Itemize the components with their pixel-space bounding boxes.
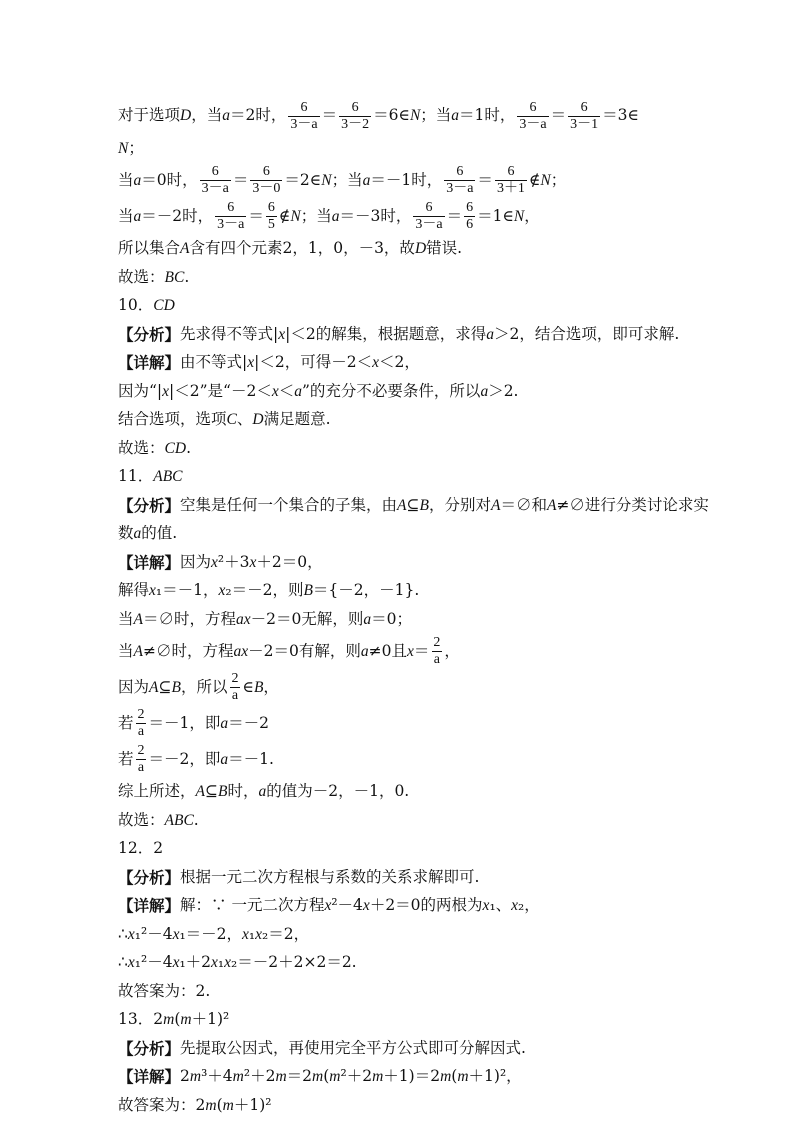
math-variable: x: [242, 925, 249, 943]
text-segment: 当: [118, 170, 134, 189]
math-variable: N: [321, 171, 332, 189]
text-line: [118, 742, 678, 778]
text-segment: 数: [118, 524, 134, 542]
math-variable: x: [211, 553, 218, 571]
math-variable: a: [363, 610, 372, 628]
text-segment: (: [323, 1067, 330, 1085]
text-line: [118, 1063, 678, 1092]
text-segment: ＝∅时，方程: [142, 609, 236, 628]
math-variable: x: [271, 382, 279, 400]
text-segment: ＜2，: [378, 353, 420, 371]
math-variable: N: [118, 139, 129, 157]
numerator: 6: [466, 200, 474, 215]
math-variable: m: [457, 1068, 469, 1085]
math-variable: D: [180, 107, 192, 125]
fraction: [517, 101, 548, 132]
fraction: [495, 165, 527, 196]
math-variable: D: [252, 411, 264, 428]
denominator: 5: [267, 217, 275, 232]
text-segment: ＝1时，: [459, 106, 516, 125]
text-segment: ₁: [248, 924, 256, 943]
text-segment: 含有四个元素2，1，0，－3，故: [189, 239, 415, 257]
text-line: [118, 605, 678, 634]
numerator: 6: [267, 200, 275, 215]
text-segment: ＝－1.: [228, 749, 274, 768]
numerator: 2: [137, 707, 145, 722]
text-segment: ₁＝－1，: [155, 581, 219, 599]
text-segment: ₂＝－2，则: [225, 581, 304, 599]
fraction: [229, 672, 240, 703]
text-segment: 12．: [118, 839, 154, 857]
text-segment: 2: [153, 839, 164, 857]
text-segment: |＜2，可得－2＜: [254, 353, 373, 371]
section-tag: 【分析】: [118, 324, 181, 344]
math-variable: A: [133, 610, 143, 628]
text-segment: 故选：: [118, 267, 165, 286]
text-segment: 13．: [118, 1010, 154, 1028]
math-variable: x: [255, 925, 263, 943]
text-segment: 结合选项，选项: [118, 410, 227, 428]
text-segment: 故答案为：2.: [118, 981, 211, 1000]
text-segment: ∈: [242, 677, 254, 696]
numerator: 6: [507, 164, 515, 179]
fraction: [288, 101, 319, 132]
math-variable: x: [211, 954, 218, 971]
fraction: [215, 201, 246, 232]
math-variable: x: [406, 642, 414, 660]
text-line: [118, 134, 678, 163]
section-tag: 【详解】: [118, 896, 181, 915]
text-segment: ＝0时，: [141, 170, 198, 189]
fraction: [266, 201, 277, 232]
text-segment: 、: [236, 410, 253, 428]
math-variable: B: [253, 678, 264, 696]
text-segment: ∴: [118, 953, 128, 971]
math-variable: N: [540, 171, 551, 189]
text-segment: ∉: [528, 170, 541, 189]
text-segment: ₂＝2，: [262, 924, 310, 943]
math-variable: m: [222, 1096, 234, 1114]
text-segment: －2＝0无解，则: [250, 609, 364, 628]
math-variable: BC: [164, 268, 185, 286]
math-variable: a: [258, 783, 267, 800]
text-line: [118, 463, 678, 492]
math-variable: m: [275, 1068, 287, 1085]
text-line: [118, 949, 678, 978]
text-segment: ＜: [278, 381, 295, 400]
text-segment: 故选：: [118, 810, 165, 829]
text-segment: 因为: [118, 677, 150, 696]
section-tag: 【详解】: [118, 1067, 181, 1086]
text-segment: 先求得不等式|: [180, 324, 279, 343]
text-segment: ＋1)＝2: [383, 1067, 441, 1085]
text-segment: ＝1∈: [477, 206, 514, 225]
text-segment: ，: [444, 641, 460, 660]
text-line: [118, 706, 678, 742]
text-segment: ；当: [331, 170, 363, 189]
text-segment: ＝: [550, 106, 567, 125]
text-line: [118, 377, 678, 406]
text-line: [118, 1006, 678, 1035]
math-variable: A: [180, 240, 190, 257]
text-segment: ²－4: [331, 896, 363, 914]
text-segment: ₁＋2: [179, 953, 212, 971]
text-segment: |＜2”是“－2＜: [169, 381, 272, 400]
text-segment: ＋2＝0的两根为: [369, 896, 483, 914]
text-segment: ；: [550, 170, 567, 189]
text-segment: ＝0；: [371, 609, 412, 628]
text-line: [118, 548, 678, 577]
text-line: [118, 292, 678, 321]
text-segment: ⊆: [406, 495, 420, 514]
text-segment: 11．: [118, 467, 154, 485]
text-segment: 根据一元二次方程根与系数的关系求解即可.: [180, 867, 480, 886]
text-segment: 2: [153, 1010, 164, 1028]
denominator: 3－a: [446, 181, 474, 196]
text-segment: (: [216, 1095, 223, 1114]
text-segment: ＝: [248, 206, 264, 225]
math-variable: ABC: [153, 468, 183, 485]
math-variable: a: [133, 525, 142, 542]
math-variable: N: [409, 107, 421, 125]
denominator: a: [137, 724, 145, 739]
math-variable: m: [163, 1011, 175, 1028]
text-segment: 当: [118, 609, 134, 628]
text-line: [118, 520, 678, 549]
math-variable: a: [222, 107, 230, 125]
text-segment: 时，: [227, 782, 259, 800]
text-segment: －2＝0有解，则: [248, 641, 361, 660]
text-segment: ₁＝－2，: [179, 924, 243, 943]
text-line: [118, 406, 678, 435]
text-segment: ＞2，结合选项，即可求解.: [493, 324, 680, 343]
math-variable: a: [294, 382, 302, 400]
text-line: [118, 163, 678, 199]
text-segment: ＝－3时，: [339, 206, 412, 225]
text-segment: 若: [118, 713, 134, 732]
text-segment: 所以集合: [118, 239, 181, 257]
text-segment: ＝: [232, 170, 249, 189]
math-variable: x: [172, 954, 180, 971]
numerator: 6: [227, 200, 235, 215]
text-segment: ⊆: [204, 782, 218, 800]
text-segment: ＝－1，即: [148, 713, 221, 732]
text-segment: ，分别对: [428, 495, 491, 514]
text-line: [118, 920, 678, 949]
math-variable: A: [546, 496, 557, 514]
text-segment: 综上所述，: [118, 782, 196, 800]
text-segment: ＋1)²: [233, 1095, 272, 1114]
text-segment: 故答案为：2: [118, 1095, 206, 1114]
text-segment: 10．: [118, 296, 154, 314]
fraction: [339, 101, 371, 132]
math-variable: A: [490, 496, 501, 514]
math-variable: ax: [233, 642, 249, 660]
math-variable: CD: [153, 297, 175, 314]
text-line: [118, 98, 678, 134]
text-segment: 错误.: [426, 239, 463, 257]
text-line: [118, 199, 678, 235]
fraction: [464, 201, 475, 232]
text-segment: 当: [118, 206, 134, 225]
math-variable: B: [303, 582, 313, 599]
math-variable: x: [324, 897, 332, 914]
text-line: [118, 977, 678, 1006]
text-line: [118, 349, 678, 378]
text-line: [118, 1034, 678, 1063]
text-segment: 由不等式|: [180, 353, 248, 371]
denominator: a: [137, 760, 145, 775]
math-variable: a: [220, 714, 229, 732]
math-variable: A: [195, 783, 205, 800]
math-variable: x: [224, 954, 232, 971]
math-variable: B: [419, 496, 429, 514]
text-segment: 解得: [118, 581, 150, 599]
denominator: a: [433, 652, 440, 667]
denominator: 3－a: [519, 116, 547, 132]
text-segment: ＝: [321, 106, 338, 125]
text-segment: ₁²－4: [134, 924, 173, 943]
numerator: 6: [425, 200, 433, 215]
math-variable: a: [362, 171, 371, 189]
denominator: a: [231, 688, 239, 703]
text-segment: ；当: [300, 206, 332, 225]
text-segment: 对于选项: [118, 106, 181, 125]
math-variable: a: [360, 642, 369, 660]
math-variable: C: [226, 411, 237, 428]
text-segment: 满足题意.: [263, 410, 331, 428]
math-variable: D: [414, 240, 427, 257]
math-variable: a: [451, 107, 460, 125]
math-variable: m: [440, 1068, 452, 1085]
math-variable: a: [486, 325, 494, 343]
text-segment: ，: [263, 677, 279, 696]
math-variable: A: [133, 642, 143, 660]
math-variable: a: [133, 207, 142, 225]
numerator: 6: [456, 164, 464, 179]
section-tag: 【分析】: [118, 1038, 181, 1058]
text-line: [118, 577, 678, 606]
text-segment: ²＋2: [340, 1067, 373, 1085]
math-variable: A: [397, 496, 407, 514]
text-segment: ⊆: [158, 677, 172, 696]
section-tag: 【分析】: [118, 495, 181, 515]
text-segment: ，当: [191, 106, 223, 125]
math-variable: x: [278, 325, 286, 343]
text-segment: |＜2的解集，根据题意，求得: [285, 324, 487, 343]
math-variable: m: [205, 1096, 217, 1114]
denominator: 3－1: [570, 116, 599, 132]
text-segment: ＝－2: [228, 713, 270, 732]
math-variable: m: [372, 1068, 384, 1085]
math-variable: a: [133, 171, 142, 189]
text-line: [118, 634, 678, 670]
denominator: 3＋1: [496, 181, 525, 196]
math-variable: A: [149, 678, 159, 696]
text-segment: ＝3∈: [602, 106, 639, 125]
text-segment: ，所以: [180, 677, 228, 696]
math-variable: a: [480, 382, 489, 400]
fraction: [568, 101, 600, 132]
denominator: 3－a: [415, 217, 443, 232]
text-segment: 2: [180, 1067, 190, 1085]
math-variable: a: [220, 750, 229, 768]
denominator: 6: [466, 217, 474, 232]
text-segment: ²＋3: [217, 552, 250, 571]
text-line: [118, 320, 678, 349]
text-segment: ₂＝－2＋2×2＝2.: [231, 953, 357, 971]
text-line: [118, 263, 678, 292]
math-variable: N: [513, 207, 525, 225]
text-segment: ；: [128, 138, 144, 157]
math-variable: m: [329, 1068, 341, 1085]
math-variable: B: [171, 678, 181, 696]
text-line: [118, 778, 678, 807]
denominator: 3－2: [341, 116, 370, 132]
text-line: [118, 892, 678, 921]
text-segment: ＋1)²，: [468, 1067, 522, 1085]
math-variable: m: [312, 1068, 324, 1085]
text-segment: ；当: [420, 106, 452, 125]
text-segment: 空集是任何一个集合的子集，由: [180, 495, 398, 514]
denominator: 3－a: [201, 181, 229, 196]
fraction: [200, 165, 231, 196]
text-segment: ＞2.: [488, 381, 519, 400]
text-segment: ＝2∈: [284, 170, 322, 189]
text-segment: 的值为－2，－1，0.: [266, 782, 410, 800]
text-line: [118, 491, 709, 520]
numerator: 6: [211, 164, 219, 179]
numerator: 6: [262, 164, 270, 179]
document-body: [118, 98, 709, 1120]
text-segment: ³＋4: [201, 1067, 233, 1085]
text-segment: ∉: [278, 206, 291, 225]
math-variable: x: [372, 354, 379, 371]
text-segment: ＝{－2，－1}.: [312, 581, 420, 599]
text-segment: 先提取公因式，再使用完全平方公式即可分解因式.: [180, 1038, 526, 1057]
text-segment: ，: [524, 206, 540, 225]
text-segment: 故选：: [118, 438, 165, 457]
numerator: 2: [433, 635, 441, 650]
text-segment: ²＋2: [243, 1067, 276, 1085]
math-variable: ax: [236, 610, 251, 628]
denominator: 3－a: [217, 217, 245, 232]
denominator: 3－a: [290, 116, 318, 132]
fraction: [413, 201, 444, 232]
math-variable: ABC: [164, 811, 194, 829]
text-line: [118, 670, 678, 706]
text-segment: ₂，: [518, 896, 540, 914]
math-variable: x: [149, 582, 156, 599]
text-segment: ＝: [446, 206, 463, 225]
text-segment: ＝－2时，: [141, 206, 214, 225]
numerator: 6: [580, 99, 588, 115]
text-segment: 若: [118, 749, 134, 768]
text-segment: ＝: [477, 170, 493, 189]
text-line: [118, 835, 678, 864]
fraction: [250, 165, 282, 196]
text-segment: 的值.: [141, 524, 178, 542]
text-segment: 解：∵ 一元二次方程: [180, 896, 325, 914]
text-segment: (: [451, 1067, 458, 1085]
math-variable: x: [127, 954, 135, 971]
math-variable: N: [290, 207, 301, 225]
text-segment: ”的充分不必要条件，所以: [302, 381, 481, 400]
text-segment: ∴: [118, 924, 128, 943]
fraction: [444, 165, 475, 196]
math-variable: B: [217, 783, 228, 800]
numerator: 6: [529, 99, 537, 115]
text-segment: .: [186, 438, 191, 457]
fraction: [136, 708, 147, 739]
math-variable: x: [362, 897, 370, 914]
text-line: [118, 806, 678, 835]
denominator: 3－0: [252, 181, 281, 196]
text-segment: 因为“|: [118, 381, 163, 400]
math-variable: m: [189, 1068, 202, 1085]
text-segment: ＝2时，: [229, 106, 287, 125]
text-segment: ≠0且: [368, 641, 407, 660]
math-variable: x: [511, 897, 519, 914]
math-variable: x: [127, 925, 135, 943]
math-variable: a: [331, 207, 340, 225]
text-line: [118, 434, 678, 463]
section-tag: 【详解】: [118, 552, 181, 572]
section-tag: 【详解】: [118, 353, 181, 372]
text-line: [118, 235, 678, 264]
math-variable: m: [232, 1068, 244, 1085]
text-segment: ₁: [217, 953, 225, 971]
text-segment: ＝: [413, 641, 430, 660]
text-segment: ≠∅进行分类讨论求实: [556, 495, 709, 514]
numerator: 6: [300, 99, 308, 115]
text-line: [118, 863, 678, 892]
text-segment: ₁²－4: [134, 953, 173, 971]
text-segment: ＝－2，即: [148, 749, 221, 768]
text-segment: ＋2＝0，: [256, 552, 323, 571]
math-variable: CD: [164, 439, 187, 457]
numerator: 2: [137, 743, 145, 758]
text-segment: ＋1)²: [191, 1010, 230, 1028]
math-variable: x: [249, 553, 257, 571]
text-segment: ＝6∈: [373, 106, 410, 125]
text-segment: 当: [118, 641, 134, 660]
math-variable: m: [180, 1011, 192, 1028]
math-variable: x: [482, 897, 490, 914]
math-variable: x: [247, 354, 255, 371]
text-segment: ＝－1时，: [370, 170, 443, 189]
text-segment: 因为: [180, 552, 212, 571]
section-tag: 【分析】: [118, 867, 181, 887]
math-variable: x: [162, 382, 170, 400]
text-segment: ₁、: [489, 896, 512, 914]
numerator: 6: [351, 99, 359, 115]
text-segment: (: [174, 1010, 181, 1028]
text-segment: ＝∅和: [500, 495, 547, 514]
math-variable: x: [172, 925, 180, 943]
fraction: [431, 636, 442, 667]
fraction: [136, 744, 147, 775]
text-segment: .: [184, 267, 190, 286]
text-segment: ＝2: [286, 1067, 313, 1085]
numerator: 2: [231, 671, 239, 686]
text-line: [118, 1091, 678, 1120]
text-segment: .: [193, 810, 199, 829]
math-variable: x: [218, 582, 226, 599]
text-segment: ≠∅时，方程: [142, 641, 234, 660]
